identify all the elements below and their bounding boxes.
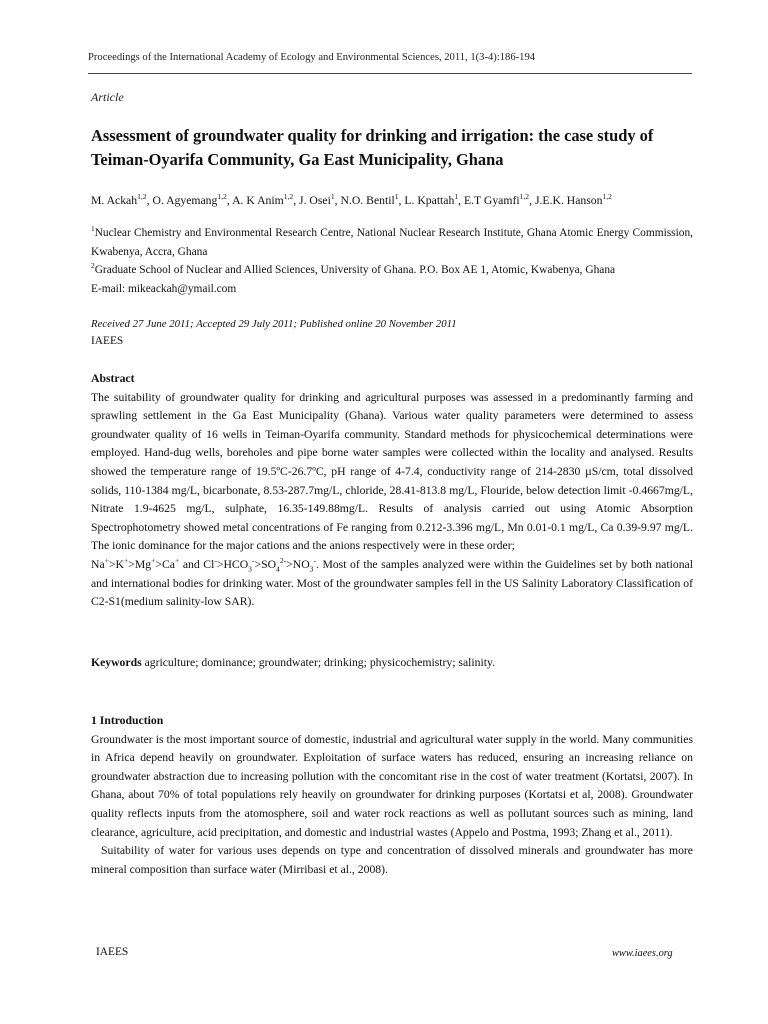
date-separator: ; bbox=[190, 318, 197, 330]
publisher-line: IAEES bbox=[91, 335, 124, 347]
ionic-dominance bbox=[91, 556, 316, 574]
author-name: O. Agyemang bbox=[152, 194, 218, 207]
anion: HCO bbox=[223, 557, 249, 571]
abstract-tail: . Most of the samples analyzed were within the Guidelines set by both national and international bodies for drinking water. Most of the groundwater samples fell in the US Salinity Laboratory Classification of C2-S1(medium salinity-low SAR). bbox=[91, 557, 693, 609]
author-name: E.T Gyamfi bbox=[463, 194, 520, 207]
ion-charge: - bbox=[214, 556, 217, 566]
anion: SO bbox=[261, 557, 277, 571]
conjunction: and bbox=[179, 557, 204, 571]
ion-subscript: 4 bbox=[276, 564, 280, 574]
order-sign: > bbox=[216, 557, 224, 571]
header-rule bbox=[88, 73, 692, 74]
introduction-paragraph-1: Groundwater is the most important source of domestic, industrial and agricultural water supply in the world. Many communities in Africa depend heavily on groundwater. Exploitation of surface waters has reduced, ensuring an increasing reliance on groundwater abstraction due to increasing pollution with the concomitant rise in the cost of water treatment (Kortatsi, 2007). In Ghana, about 70% of total populations rely heavily on groundwater for drinking purposes (Kortatsi et al, 2008). Groundwater quality reflects inputs from the atomosphere, soil and water rock reactions as well as pollutant sources such as mining, land clearance, agriculture, acid precipitation, and domestic and industrial wastes (Appelo and Postma, 1993; Zhang et al., 2011). bbox=[91, 732, 693, 839]
ion-charge: + bbox=[123, 556, 129, 566]
ion-charge: 2- bbox=[279, 556, 287, 566]
ion-subscript: 3 bbox=[248, 564, 252, 574]
publication-dates bbox=[91, 315, 693, 334]
abstract-section bbox=[91, 370, 693, 612]
cation: K bbox=[115, 557, 124, 571]
abstract-body bbox=[91, 389, 693, 612]
published-date: Published online 20 November 2011 bbox=[299, 318, 457, 330]
paper-title: Assessment of groundwater quality for drinking and irrigation: the case study of Teiman-Oyarifa Community, Ga East Municipality, Ghana bbox=[91, 126, 654, 169]
ion-charge: + bbox=[175, 556, 180, 566]
affiliation-1 bbox=[91, 224, 693, 261]
author-affiliation-mark: 1,2 bbox=[602, 192, 612, 202]
author-affiliation-mark: 1,2 bbox=[519, 192, 530, 202]
received-date: Received 27 June 2011 bbox=[91, 318, 191, 330]
ion-charge: - bbox=[251, 556, 255, 566]
author-name: A. K Anim bbox=[232, 194, 284, 207]
affiliation-text: Graduate School of Nuclear and Allied Sciences, University of Ghana. P.O. Box AE 1, Atomic, Kwabenya, Ghana bbox=[94, 264, 616, 276]
affiliation-text: Nuclear Chemistry and Environmental Research Centre, National Nuclear Research Institute, Ghana Atomic Energy Commission, Kwabenya, Accra, Ghana bbox=[91, 227, 693, 258]
footer-publisher: IAEES bbox=[96, 946, 129, 958]
order-sign: > bbox=[286, 557, 293, 571]
ion-subscript: 3 bbox=[309, 564, 314, 574]
cation: Ca bbox=[162, 557, 175, 571]
affiliations bbox=[91, 224, 693, 298]
abstract-heading: Abstract bbox=[91, 372, 135, 385]
date-separator: ; bbox=[293, 318, 300, 330]
author-list: M. Ackah$^{1,2}$, O. Agyemang$^{1,2}$, A. K Anim$^{1,2}$, J. Osei$^1$, N.O. Bentil$^1$, L. Kpattah$^1$, E.T Gyamfi$^{1,2}$, J.E.K. Hanson$^{1,2}$ bbox=[91, 192, 612, 207]
introduction-heading: 1 Introduction bbox=[91, 714, 164, 727]
author-name: N.O. Bentil bbox=[340, 194, 395, 207]
author-name: J.E.K. Hanson bbox=[534, 194, 603, 207]
author-name: M. Ackah bbox=[91, 194, 138, 207]
author-affiliation-mark: 1,2 bbox=[283, 192, 294, 202]
introduction-paragraph-2: Suitability of water for various uses depends on type and concentration of dissolved minerals and groundwater has more mineral composition than surface water (Mirribasi et al., 2008). bbox=[91, 844, 693, 876]
cation: Mg bbox=[134, 557, 152, 571]
author-name: J. Osei bbox=[299, 194, 331, 207]
author-affiliation-mark: 1 bbox=[394, 192, 399, 202]
anion: NO bbox=[292, 557, 310, 571]
ion-charge: - bbox=[313, 556, 316, 566]
running-head: Proceedings of the International Academy of Ecology and Environmental Sciences, 2011, 1(3-4):186-194 bbox=[88, 52, 536, 63]
author-affiliation-mark: 1 bbox=[330, 192, 335, 202]
author-affiliation-mark: 1 bbox=[454, 192, 459, 202]
keywords-text: agriculture; dominance; groundwater; drinking; physicochemistry; salinity. bbox=[141, 656, 496, 669]
author-affiliation-mark: 1,2 bbox=[137, 192, 147, 202]
author-name: L. Kpattah bbox=[404, 194, 455, 207]
email-line: E-mail: mikeackah@ymail.com bbox=[91, 282, 237, 295]
cation: Na bbox=[91, 557, 105, 571]
keywords-label: Keywords bbox=[91, 656, 142, 669]
ion-charge: + bbox=[151, 556, 156, 566]
anion: Cl bbox=[203, 557, 215, 571]
affiliation-number: 1 bbox=[91, 224, 95, 234]
footer-website: www.iaees.org bbox=[612, 948, 673, 959]
introduction-section bbox=[91, 712, 693, 879]
author-affiliation-mark: 1,2 bbox=[217, 192, 227, 202]
ion-charge: + bbox=[104, 556, 109, 566]
affiliation-number: 2 bbox=[91, 261, 95, 271]
abstract-text: The suitability of groundwater quality for drinking and agricultural purposes was assessed in a predominantly farming and sprawling settlement in the Ga East Municipality (Ghana). Various water quality parameters were determined to assess groundwater quality of 16 wells in Teiman-Oyarifa community. Standard methods for physicochemical determinations were employed. Hand-dug wells, boreholes and pipe borne water samples were collected within the locality and analysed. Results showed the temperature range of 19.5ºC-26.7ºC, pH range of 4-7.4, conductivity range of 214-2830 µS/cm, total dissolved solids, 110-1384 mg/L, bicarbonate, 8.53-287.7mg/L, chloride, 28.41-813.8 mg/L, Flouride, below detection limit -0.4667mg/L, Nitrate 1.9-4625 mg/L, sulphate, 16.35-149.88mg/L. Results of analysis carried out using Atomic Absorption Spectrophotometry showed metal concentrations of Fe ranging from 0.212-3.396 mg/L, Mn 0.01-0.1 mg/L, Ca 0.39-9.97 mg/L. The ionic dominance for the major cations and the anions respectively were in these order; bbox=[91, 390, 693, 553]
order-sign: > bbox=[254, 557, 262, 571]
order-sign: > bbox=[155, 557, 163, 571]
affiliation-2 bbox=[91, 261, 693, 280]
order-sign: > bbox=[108, 557, 116, 571]
order-sign: > bbox=[128, 557, 135, 571]
keywords-section bbox=[91, 654, 693, 673]
accepted-date: Accepted 29 July 2011 bbox=[196, 318, 294, 330]
article-type-label: Article bbox=[91, 90, 124, 104]
